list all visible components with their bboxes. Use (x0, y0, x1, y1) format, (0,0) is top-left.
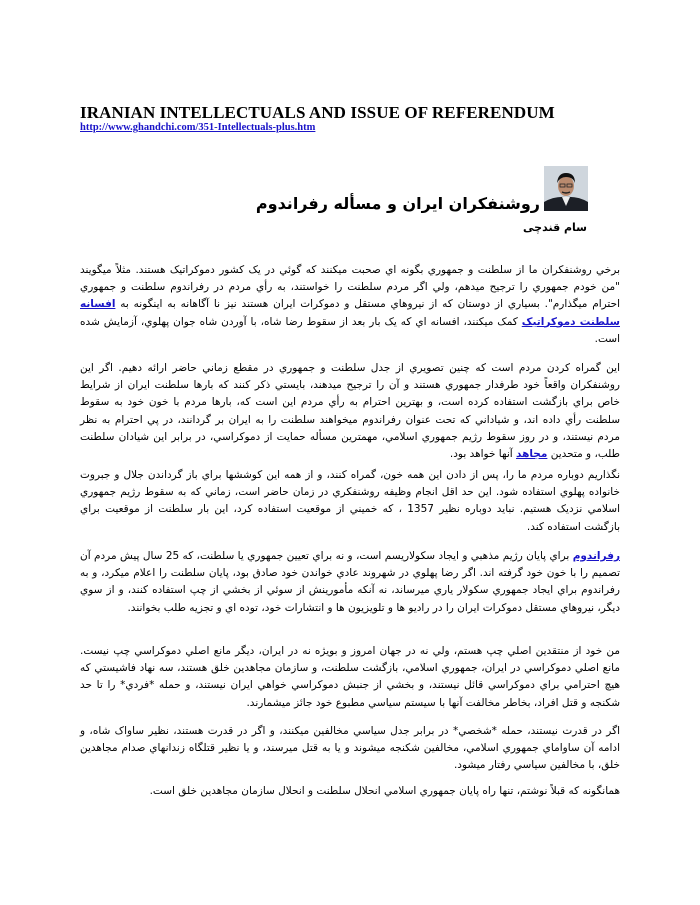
paragraph-3 (80, 467, 620, 536)
paragraph-5 (80, 643, 620, 712)
paragraph-text: اين گمراه کردن مردم است که چنين تصويري از جدل سلطنت و جمهوري در مقطع زماني حاضر ارائه دهيم. اگر اين روشنفکران واقعاً خود طرفدار جمهوري هستند و آن را ترجيح ميدهند، بايستي ذکر کنند که بارها سلطنت ايران از شرايط خاص براي بازگشت استفاده کرده است، و بهترين احترام به رأي مردم اين است که، بارها مردم با خون خود به سقوط سلطنت رأي داده اند، و شياداني که تحت عنوان رفراندوم ميخواهند سلطنت را به ايران بر گردانند، در پي احترام به نظر مردم نيستند، و در روز سقوط رژيم جمهوري اسلامي، مهمترين مسأله حمايت از دموکراسي، در برابر اين شيادان سلطنت طلب، و متحدين (80, 362, 620, 461)
paragraph-6 (80, 723, 620, 775)
paragraph-2 (80, 360, 620, 463)
paragraph-text: آنها خواهد بود. (449, 448, 513, 461)
source-link[interactable]: http://www.ghandchi.com/351-Intellectuals-plus.htm (80, 122, 316, 133)
paragraph-text: اگر در قدرت نيستند، حمله *شخصي* در برابر جدل سياسي مخالفين ميکنند، و اگر در قدرت هستند، نظير ساواک شاه، و ادامه آن ساواماي جمهوري اسلامي، مخالفين شکنجه ميشوند و يا به قتل ميرسند، و يا نظير قتلگاه زندانهاي صدام مجاهدين خلق، با مخالفين سياسي رفتار ميشود. (80, 725, 620, 772)
paragraph-1 (80, 262, 620, 348)
author-photo (544, 166, 588, 211)
author-name: سام قندچی (523, 221, 587, 234)
referendum-link[interactable]: رفراندوم (572, 550, 620, 562)
article-title: روشنفکران ايران و مسأله رفراندوم (255, 194, 540, 213)
paragraph-text: براي پايان رژيم مذهبي و ايجاد سکولاريسم است، و نه براي تعيين جمهوري يا سلطنت، که 25 سال پيش مردم آن تصميم را با خون خود گرفته اند. اگر رضا پهلوي در شهروند عادي خواندن خود صادق بود، پايان سلطنت را اعلام ميکرد، و به رفراندوم براي ايجاد جمهوري سکولار ياري ميرساند، نه آنکه مأمورينش از سوئي از بخشي از چپ استفاده کنند، و از سوي ديگر، نيروهاي مستقل دموکرات ايران را در راديو ها و تلويزيون ها و انتشارات خود، توده اي و تجزيه طلب بخوانند. (80, 550, 620, 614)
paragraph-text: برخي روشنفکران ما از سلطنت و جمهوري بگونه اي صحبت ميکنند که گوئي در يک کشور دموکراتيک هستند. مثلاً ميگويند "من خودم جمهوري را ترجيح ميدهم، ولي اگر مردم سلطنت را خواستند، به رأي مردم در رفراندوم سلطنت و جمهوري احترام ميگذارم". بسياري از دوستان که از نيروهاي مستقل و دموکرات ايران هستند نيز نا آگاهانه به اينگونه به (80, 264, 621, 311)
paragraph-4 (80, 548, 620, 617)
paragraph-text: من خود از منتقدين اصلي چپ هستم، ولي نه در جهان امروز و بويژه نه در ايران، ديگر مانع اصلي دموکراسي چپ نيست. مانع اصلي دموکراسي در ايران، جمهوري اسلامي، بازگشت سلطنت، و سازمان مجاهدين خلق هستند، سه نهاد فاشيستي که هيچ احترامي براي دموکراسي قائل نيستند، و بخشي از جنبش دموکراسي خواهي ايران نيستند، و حمله *فردي* را تا حد شکنجه و قتل افراد، بخاطر مخالفت آنها با سيستم سياسي مطبوع خود جائز ميشمارند. (80, 645, 620, 709)
mojahed-link[interactable]: مجاهد (516, 448, 548, 461)
paragraph-text: نگذاريم دوباره مردم ما را، پس از دادن اين همه خون، گمراه کنند، و از همه اين کوششها براي باز گرداندن جلال و جبروت خانواده پهلوي استفاده شود. اين حد اقل انجام وظيفه روشنفکري در زمان حاضر است، زماني که به سقوط رژيم جمهوري اسلامي نزديک هستيم. نبايد دوباره نظير 1357 ، که خميني از موقعيت استفاده کرد، اين بار سلطنت از موقعيت براي بازگشت استفاده کند. (80, 469, 620, 533)
author-portrait-image (544, 166, 588, 211)
paragraph-7 (80, 783, 620, 800)
paragraph-text: همانگونه که قبلاً نوشتم، تنها راه پايان جمهوري اسلامي انحلال سلطنت و انحلال سازمان مجاهدين خلق است. (149, 785, 620, 797)
page-title: IRANIAN INTELLECTUALS AND ISSUE OF REFERENDUM (80, 103, 555, 122)
paragraph-text: کمک ميکنند، افسانه اي که يک بار بعد از سقوط رضا شاه، با آوردن شاه جوان پهلوي، آزمايش شده است. (80, 315, 620, 345)
democratic-monarchy-link[interactable]: افسانه سلطنت دموکراتيک (80, 298, 620, 328)
